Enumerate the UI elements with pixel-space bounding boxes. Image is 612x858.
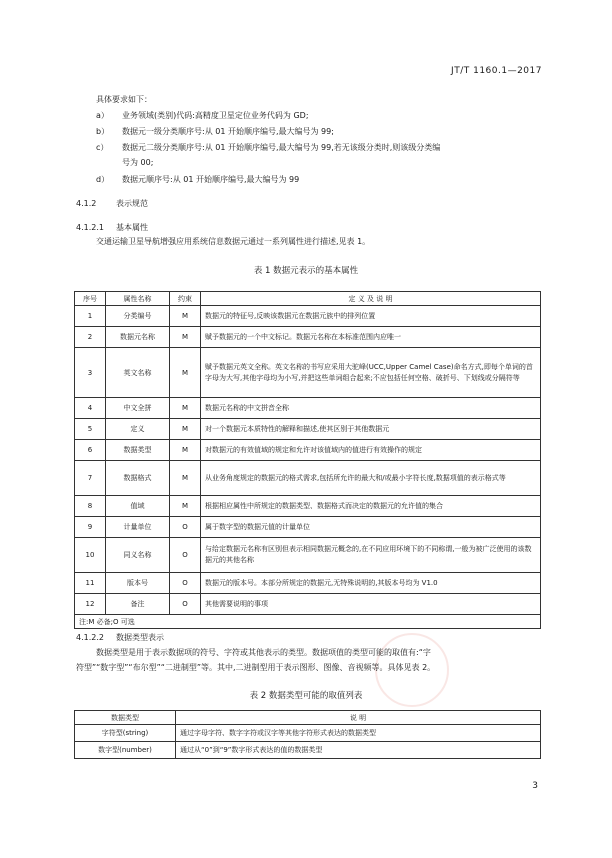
item-text: 数据元顺序号:从 01 开始顺序编号,最大编号为 99 — [122, 175, 300, 184]
cell: 数据格式 — [106, 461, 170, 496]
section-heading — [76, 632, 164, 643]
section-number: 4.1.2.2 — [76, 633, 104, 642]
cell: O — [170, 573, 201, 594]
cell: 5 — [75, 419, 106, 440]
section-heading — [76, 198, 148, 209]
table-row — [75, 419, 541, 440]
paragraph: 交通运输卫星导航增强应用系统信息数据元通过一系列属性进行描述,见表 1。 — [96, 237, 371, 246]
table-caption: 表 2 数据类型可能的取值列表 — [249, 691, 363, 701]
cell: 1 — [75, 306, 106, 327]
item-label: c） — [96, 143, 109, 152]
cell: 从业务角度规定的数据元的格式需求,包括所允许的最大和/或最小字符长度,数据项值的表示格式等 — [201, 461, 541, 496]
table-note: 注:M 必备;O 可选 — [75, 615, 541, 629]
table-row — [75, 440, 541, 461]
table-row — [75, 306, 541, 327]
table-row — [75, 725, 541, 742]
cell: 其他需要说明的事项 — [201, 594, 541, 615]
cell: 6 — [75, 440, 106, 461]
paragraph-line: 符型”“数字型”“布尔型”“二进制型”等。其中,二进制型用于表示图形、图像、音视频等。具体见表 2。 — [76, 663, 436, 672]
cell: 计量单位 — [106, 517, 170, 538]
cell: 数据元的特征号,反映该数据元在数据元族中的排列位置 — [201, 306, 541, 327]
cell: M — [170, 419, 201, 440]
cell: 英文名称 — [106, 348, 170, 398]
paragraph-line: 数据类型是用于表示数据项的符号、字符或其他表示的类型。数据项值的类型可能的取值有:“字 — [96, 648, 431, 657]
section-title: 数据类型表示 — [116, 633, 164, 642]
column-header: 数据类型 — [75, 711, 176, 725]
cell: 根据相应属性中所规定的数据类型、数据格式而决定的数据元的允许值的集合 — [201, 496, 541, 517]
cell: 属于数字型的数据元值的计量单位 — [201, 517, 541, 538]
cell: M — [170, 440, 201, 461]
item-text: 数据元二级分类顺序号:从 01 开始顺序编号,最大编号为 99,若无该级分类时,则该级分类编 — [122, 143, 441, 152]
cell: 值域 — [106, 496, 170, 517]
cell: 赋予数据元英文全称。英文名称的书写应采用大驼峰(UCC,Upper Camel Case)命名方式,即每个单词的首字母为大写,其他字母均为小写,并把这些单词组合起来;不应包括任何空格、破折号、下划线或分隔符等 — [201, 348, 541, 398]
cell: M — [170, 398, 201, 419]
cell: 10 — [75, 538, 106, 573]
cell: 字符型(string) — [75, 725, 176, 742]
cell: 赋予数据元的一个中文标记。数据元名称在本标准范围内应唯一 — [201, 327, 541, 348]
cell: 数字型(number) — [75, 742, 176, 759]
section-title: 表示规范 — [116, 199, 148, 208]
item-text: 号为 00; — [122, 158, 154, 167]
cell: 11 — [75, 573, 106, 594]
cell: 同义名称 — [106, 538, 170, 573]
cell: 版本号 — [106, 573, 170, 594]
section-heading — [76, 222, 148, 233]
cell: 数据元名称 — [106, 327, 170, 348]
cell: 8 — [75, 496, 106, 517]
table-header-row — [75, 711, 541, 725]
table-row — [75, 538, 541, 573]
item-label: b） — [96, 127, 110, 136]
list-item — [96, 157, 153, 168]
page-number: 3 — [532, 781, 538, 791]
cell: M — [170, 327, 201, 348]
column-header: 约束 — [170, 292, 201, 306]
cell: 2 — [75, 327, 106, 348]
section-title: 基本属性 — [116, 223, 148, 232]
list-item — [96, 126, 334, 137]
cell: 通过从“0”到“9”数字形式表达的值的数据类型 — [176, 742, 541, 759]
cell: 数据元的版本号。本部分所规定的数据元,无特殊说明的,其版本号均为 V1.0 — [201, 573, 541, 594]
cell: 数据类型 — [106, 440, 170, 461]
table-row — [75, 594, 541, 615]
cell: 9 — [75, 517, 106, 538]
table-row — [75, 348, 541, 398]
table-header-row — [75, 292, 541, 306]
cell: 备注 — [106, 594, 170, 615]
column-header: 说 明 — [176, 711, 541, 725]
cell: 数据元名称的中文拼音全称 — [201, 398, 541, 419]
table-caption: 表 1 数据元表示的基本属性 — [253, 266, 359, 276]
cell: 4 — [75, 398, 106, 419]
cell: M — [170, 461, 201, 496]
section-number: 4.1.2 — [76, 199, 97, 208]
column-header: 定 义 及 说 明 — [201, 292, 541, 306]
item-text: 业务领域(类别)代码:高精度卫星定位业务代码为 GD; — [122, 111, 309, 120]
item-label: a） — [96, 111, 109, 120]
cell: O — [170, 517, 201, 538]
cell: M — [170, 348, 201, 398]
table-row — [75, 398, 541, 419]
list-item — [96, 110, 309, 121]
item-label: d） — [96, 175, 110, 184]
table-row — [75, 461, 541, 496]
item-text: 数据元一级分类顺序号:从 01 开始顺序编号,最大编号为 99; — [122, 127, 334, 136]
cell: M — [170, 306, 201, 327]
cell: 对一个数据元本质特性的解释和描述,使其区别于其他数据元 — [201, 419, 541, 440]
cell: 7 — [75, 461, 106, 496]
table-row — [75, 496, 541, 517]
cell: 中文全拼 — [106, 398, 170, 419]
column-header: 属性名称 — [106, 292, 170, 306]
cell: 定义 — [106, 419, 170, 440]
intro-text: 具体要求如下： — [96, 95, 152, 104]
section-number: 4.1.2.1 — [76, 223, 104, 232]
table-row — [75, 742, 541, 759]
column-header: 序号 — [75, 292, 106, 306]
cell: M — [170, 496, 201, 517]
data-type-table — [74, 710, 541, 759]
cell: O — [170, 594, 201, 615]
attributes-table — [74, 291, 541, 629]
cell: O — [170, 538, 201, 573]
table-row — [75, 573, 541, 594]
cell: 通过字母字符、数字字符或汉字等其他字符形式表达的数据类型 — [176, 725, 541, 742]
cell: 对数据元的有效值域的规定和允许对该值域内的值进行有效操作的规定 — [201, 440, 541, 461]
cell: 12 — [75, 594, 106, 615]
cell: 3 — [75, 348, 106, 398]
table-row — [75, 327, 541, 348]
table-row — [75, 517, 541, 538]
list-item — [96, 174, 299, 185]
table-note-row — [75, 615, 541, 629]
cell: 分类编号 — [106, 306, 170, 327]
cell: 与给定数据元名称有区别但表示相同数据元概念的,在不同应用环境下的不同称谓,一般为被广泛使用的该数据元的其他名称 — [201, 538, 541, 573]
list-item — [96, 142, 440, 153]
standard-number: JT/T 1160.1—2017 — [451, 66, 542, 76]
